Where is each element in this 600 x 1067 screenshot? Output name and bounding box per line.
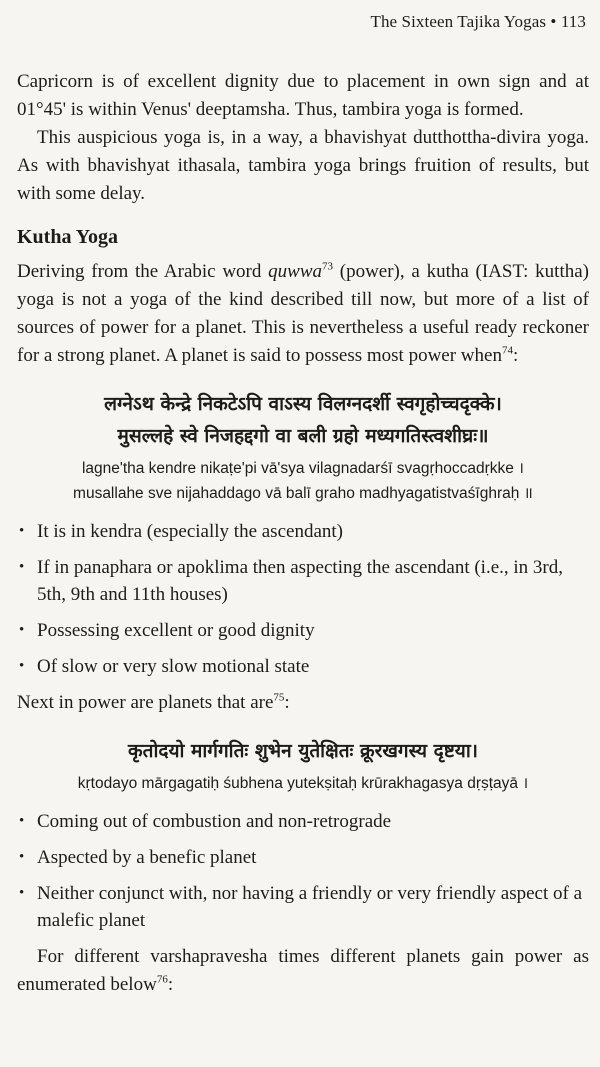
text-run: (power), a kutha (IAST: kuttha) yoga is not a yoga of the kind described till now, but more of a list of sources of power for a planet. This is nevertheless a useful ready reckoner for a strong planet. A planet is said to possess most power when xyxy=(17,261,589,366)
list-item xyxy=(17,554,589,608)
section-heading-kutha-yoga: Kutha Yoga xyxy=(17,226,118,248)
list-item xyxy=(17,518,589,545)
secondary-power-list xyxy=(17,808,589,934)
text-run: : xyxy=(512,345,519,366)
transliteration-verse-2 xyxy=(17,771,589,796)
paragraph-capricorn: Capricorn is of excellent dignity due to placement in own sign and at 01°45' is within Venus' deeptamsha. Thus, tambira yoga is formed. xyxy=(17,71,589,120)
paragraph-varshapravesha xyxy=(17,943,589,999)
bullet-icon: • xyxy=(19,523,25,539)
bullet-icon: • xyxy=(19,559,25,575)
footnote-ref-74: 74 xyxy=(501,344,513,357)
bullet-icon: • xyxy=(19,658,25,674)
footnote-ref-76: 76 xyxy=(156,973,168,986)
transliteration-verse-1 xyxy=(17,456,589,506)
list-item-text: Neither conjunct with, nor having a friendly or very friendly aspect of a malefic planet xyxy=(37,883,583,931)
transliteration-line: kṛtodayo mārgagatiḥ śubhena yutekṣitaḥ krūrakhagasya dṛṣṭayā । xyxy=(77,775,529,792)
list-item-text: It is in kendra (especially the ascendant) xyxy=(37,521,343,542)
list-item-text: Aspected by a benefic planet xyxy=(37,847,257,868)
paragraph-next-in-power xyxy=(17,689,589,717)
paragraph-auspicious-yoga: This auspicious yoga is, in a way, a bhavishyat dutthottha-divira yoga. As with bhavishyat ithasala, tambira yoga brings fruition of results, but with some delay. xyxy=(17,127,589,204)
list-item xyxy=(17,844,589,871)
verse-line: मुसल्लहे स्वे निजहद्दगो वा बली ग्रहो मध्यगतिस्त्वशीघ्रः॥ xyxy=(117,425,489,447)
verse-line: लग्नेऽथ केन्द्रे निकटेऽपि वाऽस्य विलग्नदर्शी स्वगृहोच्चदृक्के। xyxy=(104,393,502,415)
text-run: Deriving from the Arabic word xyxy=(17,261,269,282)
bullet-icon: • xyxy=(19,622,25,638)
paragraph-kutha-intro xyxy=(17,258,589,370)
list-item-text: Possessing excellent or good dignity xyxy=(37,620,315,641)
list-item-text: Coming out of combustion and non-retrograde xyxy=(37,811,392,832)
list-item-text: If in panaphara or apoklima then aspecting the ascendant (i.e., in 3rd, 5th, 9th and 11th houses) xyxy=(37,557,563,605)
list-item xyxy=(17,617,589,644)
footnote-ref-73: 73 xyxy=(322,260,333,273)
bullet-icon: • xyxy=(19,849,25,865)
sanskrit-verse-1 xyxy=(17,388,589,452)
transliteration-line: lagne'tha kendre nikaṭe'pi vā'sya vilagnadarśī svagṛhoccadṛkke । xyxy=(81,460,525,477)
text-run: : xyxy=(167,974,174,995)
bullet-icon: • xyxy=(19,885,25,901)
running-head: The Sixteen Tajika Yogas • 113 xyxy=(370,12,586,31)
bullet-icon: • xyxy=(19,813,25,829)
list-item xyxy=(17,653,589,680)
page-content xyxy=(17,68,589,999)
text-run: Next in power are planets that are xyxy=(17,692,274,713)
footnote-ref-75: 75 xyxy=(273,691,285,704)
italic-word: quwwa xyxy=(268,261,322,282)
power-sources-list xyxy=(17,518,589,680)
list-item xyxy=(17,808,589,835)
list-item xyxy=(17,880,589,934)
transliteration-line: musallahe sve nijahaddago vā balī graho madhyagatistvaśīghraḥ ॥ xyxy=(73,485,533,502)
sanskrit-verse-2 xyxy=(17,735,589,767)
verse-line: कृतोदयो मार्गगतिः शुभेन युतेक्षितः क्रूरखगस्य दृष्टया। xyxy=(128,740,478,762)
list-item-text: Of slow or very slow motional state xyxy=(37,656,310,677)
text-run: For different varshapravesha times different planets gain power as enumerated below xyxy=(17,946,589,995)
text-run: : xyxy=(284,692,290,713)
